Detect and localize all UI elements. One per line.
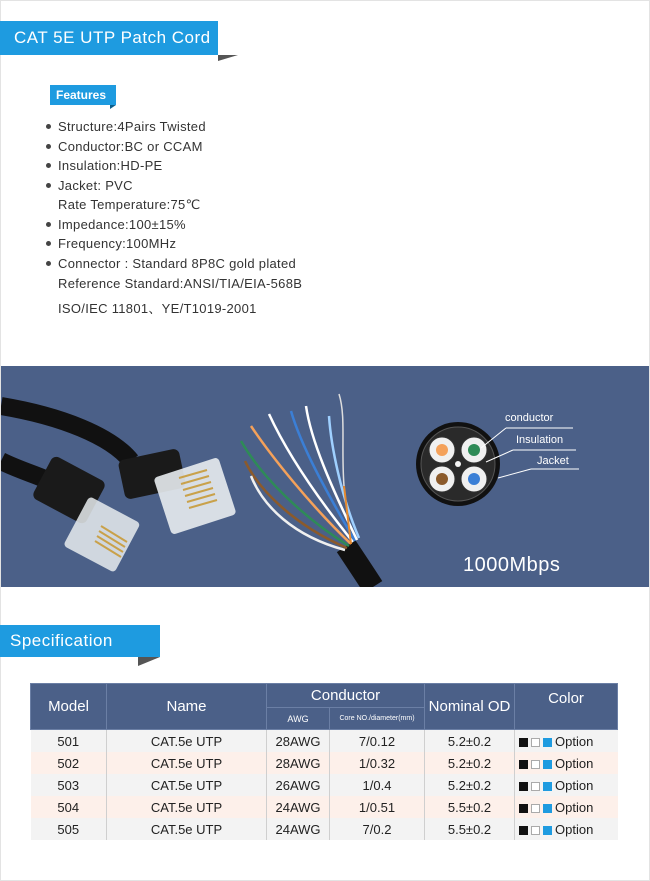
black-swatch (519, 782, 528, 791)
white-swatch (531, 804, 540, 813)
black-swatch (519, 760, 528, 769)
header-core: Core NO./diameter(mm) (330, 708, 425, 730)
page-title: CAT 5E UTP Patch Cord (14, 28, 211, 47)
bullet-icon (46, 124, 51, 129)
header-color: Color (515, 684, 618, 730)
color-options: Option (515, 730, 618, 753)
blue-swatch (543, 738, 552, 747)
bullet-icon (46, 222, 51, 227)
label-conductor: conductor (505, 412, 554, 424)
header-model: Model (31, 684, 107, 730)
white-swatch (531, 738, 540, 747)
label-insulation: Insulation (516, 434, 564, 446)
feature-item: Rate Temperature:75℃ (58, 197, 201, 212)
header-awg: AWG (267, 708, 330, 730)
blue-swatch (543, 826, 552, 835)
bullet-icon (46, 261, 51, 266)
header-nominal-od: Nominal OD (425, 684, 515, 730)
reference-iso: ISO/IEC 11801、YE/T1019-2001 (58, 301, 257, 316)
stripped-cable (241, 394, 373, 587)
title-tab (0, 21, 218, 55)
table-row: 501 CAT.5e UTP 28AWG 7/0.12 5.2±0.2 Option (31, 730, 618, 753)
features-badge (50, 85, 116, 105)
color-options: Option (515, 796, 618, 818)
feature-item: Insulation:HD-PE (46, 156, 296, 176)
spec-tab-fold (138, 657, 160, 666)
color-options: Option (515, 752, 618, 774)
header-conductor: Conductor (267, 684, 425, 708)
spec-title: Specification (10, 631, 113, 650)
blue-swatch (543, 782, 552, 791)
color-options: Option (515, 774, 618, 796)
cable-cross-section (416, 422, 500, 506)
table-row: 505 CAT.5e UTP 24AWG 7/0.2 5.5±0.2 Option (31, 818, 618, 840)
feature-item: Conductor:BC or CCAM (46, 137, 296, 157)
white-swatch (531, 760, 540, 769)
reference-standard: Reference Standard:ANSI/TIA/EIA-568B (58, 276, 303, 291)
black-swatch (519, 738, 528, 747)
feature-item: Frequency:100MHz (46, 234, 296, 254)
speed-label: 1000Mbps (463, 554, 561, 576)
black-swatch (519, 826, 528, 835)
blue-swatch (543, 804, 552, 813)
spec-tab (0, 625, 160, 657)
table-row: 502 CAT.5e UTP 28AWG 1/0.32 5.2±0.2 Option (31, 752, 618, 774)
bullet-icon (46, 163, 51, 168)
bullet-icon (46, 144, 51, 149)
white-swatch (531, 826, 540, 835)
table-row: 503 CAT.5e UTP 26AWG 1/0.4 5.2±0.2 Option (31, 774, 618, 796)
feature-item: Jacket: PVC (46, 176, 296, 196)
features-list (46, 117, 296, 273)
cable-upper (1, 406, 131, 461)
blue-swatch (543, 760, 552, 769)
feature-item: Connector : Standard 8P8C gold plated (46, 254, 296, 274)
white-swatch (531, 782, 540, 791)
features-badge-fold (110, 105, 116, 109)
black-swatch (519, 804, 528, 813)
features-badge-label: Features (56, 88, 107, 102)
header-name: Name (107, 684, 267, 730)
spec-table (30, 683, 618, 840)
feature-item: Impedance:100±15% (46, 215, 296, 235)
label-jacket: Jacket (537, 455, 569, 467)
color-options: Option (515, 818, 618, 840)
table-row: 504 CAT.5e UTP 24AWG 1/0.51 5.5±0.2 Option (31, 796, 618, 818)
bullet-icon (46, 183, 51, 188)
title-tab-fold (218, 55, 238, 61)
feature-item: Structure:4Pairs Twisted (46, 117, 296, 137)
bullet-icon (46, 241, 51, 246)
